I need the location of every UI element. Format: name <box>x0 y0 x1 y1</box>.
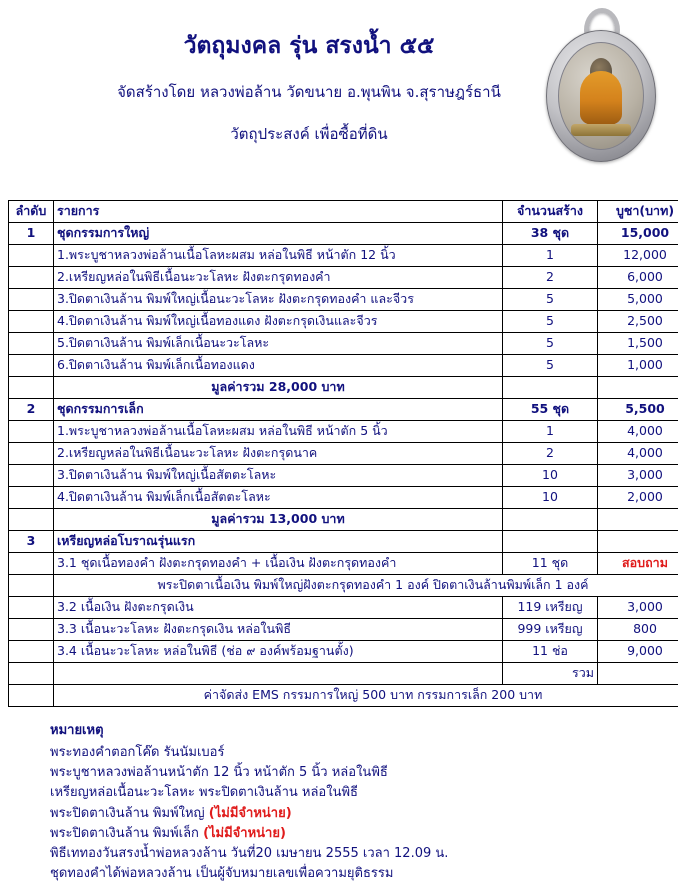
row-qty: 11 ช่อ <box>503 641 598 663</box>
row-price: 2,000 <box>598 487 678 509</box>
row-no <box>9 663 54 685</box>
row-price: 2,500 <box>598 311 678 333</box>
row-no <box>9 311 54 333</box>
row-desc: 1.พระบูชาหลวงพ่อล้านเนื้อโลหะผสม หล่อในพิธี หน้าตัก 12 นิ้ว <box>54 245 503 267</box>
table-row <box>9 531 678 553</box>
notes-section <box>0 707 678 884</box>
row-price: 5,000 <box>598 289 678 311</box>
row-qty: 5 <box>503 311 598 333</box>
row-price: 3,000 <box>598 597 678 619</box>
row-qty: 11 ชุด <box>503 553 598 575</box>
row-desc: 3.4 เนื้อนะวะโลหะ หล่อในพิธี (ช่อ ๙ องค์พร้อมฐานตั้ง) <box>54 641 503 663</box>
column-header-desc: รายการ <box>54 201 503 223</box>
row-desc: ชุดกรรมการเล็ก <box>54 399 503 421</box>
row-price: 3,000 <box>598 465 678 487</box>
row-qty <box>503 509 598 531</box>
row-price: 1,000 <box>598 355 678 377</box>
row-price: 5,500 <box>598 399 678 421</box>
table-row <box>9 333 678 355</box>
table-row <box>9 289 678 311</box>
row-price: 800 <box>598 619 678 641</box>
table-row <box>9 311 678 333</box>
row-no <box>9 289 54 311</box>
document-header <box>0 0 678 194</box>
table-row <box>9 685 678 707</box>
row-price: 15,000 <box>598 223 678 245</box>
row-desc: เหรียญหล่อโบราณรุ่นแรก <box>54 531 503 553</box>
row-desc: 4.ปิดตาเงินล้าน พิมพ์ใหญ่เนื้อทองแดง ฝังตะกรุดเงินและจีวร <box>54 311 503 333</box>
row-qty: 2 <box>503 443 598 465</box>
note-text: พระปิดตาเงินล้าน พิมพ์ใหญ่ <box>50 806 209 821</box>
column-header-no: ลำดับ <box>9 201 54 223</box>
row-desc: 3.1 ชุดเนื้อทองคำ ฝังตะกรุดทองคำ + เนื้อเงิน ฝังตะกรุดทองคำ <box>54 553 503 575</box>
note-line <box>50 824 678 844</box>
row-qty: 10 <box>503 487 598 509</box>
monk-robe <box>580 71 622 125</box>
note-line <box>50 844 678 864</box>
note-text: พระปิดตาเงินล้าน พิมพ์เล็ก <box>50 826 203 841</box>
table-row <box>9 421 678 443</box>
row-no <box>9 333 54 355</box>
row-price: 6,000 <box>598 267 678 289</box>
row-shipping-note: ค่าจัดส่ง EMS กรรมการใหญ่ 500 บาท กรรมการเล็ก 200 บาท <box>54 685 678 707</box>
row-price <box>598 531 678 553</box>
row-price <box>598 663 678 685</box>
amulet-medal-icon <box>540 8 660 173</box>
row-no <box>9 377 54 399</box>
row-qty: 119 เหรียญ <box>503 597 598 619</box>
notes-list <box>50 743 678 884</box>
row-desc: 3.3 เนื้อนะวะโลหะ ฝังตะกรุดเงิน หล่อในพิธี <box>54 619 503 641</box>
note-line <box>50 783 678 803</box>
column-header-price: บูชา(บาท) <box>598 201 678 223</box>
monk-base <box>571 124 631 136</box>
row-qty: 10 <box>503 465 598 487</box>
row-price: 9,000 <box>598 641 678 663</box>
row-qty: 999 เหรียญ <box>503 619 598 641</box>
row-qty: 5 <box>503 355 598 377</box>
row-desc: ชุดกรรมการใหญ่ <box>54 223 503 245</box>
row-desc: 1.พระบูชาหลวงพ่อล้านเนื้อโลหะผสม หล่อในพิธี หน้าตัก 5 นิ้ว <box>54 421 503 443</box>
row-price: สอบถาม <box>598 553 678 575</box>
table-row <box>9 663 678 685</box>
table-row <box>9 487 678 509</box>
row-no <box>9 619 54 641</box>
row-subnote: พระปิดตาเนื้อเงิน พิมพ์ใหญ่ฝังตะกรุดทองคำ 1 องค์ ปิดตาเงินล้านพิมพ์เล็ก 1 องค์ <box>54 575 678 597</box>
table-row <box>9 399 678 421</box>
page-title: วัตถุมงคล รุ่น สรงน้ำ ๕๕ <box>0 28 678 64</box>
page-purpose: วัตถุประสงค์ เพื่อซื้อที่ดิน <box>0 122 678 146</box>
table-row <box>9 377 678 399</box>
row-no <box>9 553 54 575</box>
row-no <box>9 245 54 267</box>
row-desc: 3.ปิดตาเงินล้าน พิมพ์ใหญ่เนื้อสัตตะโลหะ <box>54 465 503 487</box>
row-desc: 2.เหรียญหล่อในพิธีเนื้อนะวะโลหะ ฝังตะกรุดทองคำ <box>54 267 503 289</box>
row-qty <box>503 377 598 399</box>
row-no: 1 <box>9 223 54 245</box>
row-desc: 6.ปิดตาเงินล้าน พิมพ์เล็กเนื้อทองแดง <box>54 355 503 377</box>
table-row <box>9 553 678 575</box>
table-row <box>9 443 678 465</box>
table-row <box>9 575 678 597</box>
table-row <box>9 509 678 531</box>
row-summary-label: มูลค่ารวม 13,000 บาท <box>54 509 503 531</box>
table-row <box>9 465 678 487</box>
items-table-wrapper <box>0 200 678 707</box>
note-text: เหรียญหล่อเนื้อนะวะโลหะ พระปิดตาเงินล้าน หล่อในพิธี <box>50 785 358 800</box>
note-text: พระบูชาหลวงพ่อล้านหน้าตัก 12 นิ้ว หน้าตัก 5 นิ้ว หล่อในพิธี <box>50 765 388 780</box>
row-no <box>9 487 54 509</box>
row-qty: 5 <box>503 333 598 355</box>
row-qty: 1 <box>503 245 598 267</box>
row-price <box>598 509 678 531</box>
table-row <box>9 641 678 663</box>
row-price: 12,000 <box>598 245 678 267</box>
row-total-label: รวม <box>503 663 598 685</box>
table-row <box>9 267 678 289</box>
items-table <box>8 200 678 707</box>
note-line <box>50 804 678 824</box>
row-qty: 38 ชุด <box>503 223 598 245</box>
table-row <box>9 245 678 267</box>
row-desc: 5.ปิดตาเงินล้าน พิมพ์เล็กเนื้อนะวะโลหะ <box>54 333 503 355</box>
row-no <box>9 575 54 597</box>
row-qty: 5 <box>503 289 598 311</box>
note-line <box>50 743 678 763</box>
row-no: 3 <box>9 531 54 553</box>
note-line <box>50 864 678 884</box>
row-no <box>9 465 54 487</box>
row-no: 2 <box>9 399 54 421</box>
table-header-row <box>9 201 678 223</box>
table-row <box>9 355 678 377</box>
row-desc: 3.2 เนื้อเงิน ฝังตะกรุดเงิน <box>54 597 503 619</box>
table-row <box>9 223 678 245</box>
row-summary-label: มูลค่ารวม 28,000 บาท <box>54 377 503 399</box>
row-desc: 3.ปิดตาเงินล้าน พิมพ์ใหญ่เนื้อนะวะโลหะ ฝังตะกรุดทองคำ และจีวร <box>54 289 503 311</box>
table-body <box>9 223 678 707</box>
row-qty <box>503 531 598 553</box>
row-no <box>9 443 54 465</box>
row-price: 4,000 <box>598 421 678 443</box>
note-text-highlight: (ไม่มีจำหน่าย) <box>203 826 286 841</box>
row-no <box>9 641 54 663</box>
row-qty: 1 <box>503 421 598 443</box>
row-no <box>9 509 54 531</box>
row-desc <box>54 663 503 685</box>
table-row <box>9 597 678 619</box>
notes-title: หมายเหตุ <box>50 721 678 741</box>
note-text: พระทองคำตอกโค๊ด รันนัมเบอร์ <box>50 745 224 760</box>
row-desc: 4.ปิดตาเงินล้าน พิมพ์เล็กเนื้อสัตตะโลหะ <box>54 487 503 509</box>
column-header-qty: จำนวนสร้าง <box>503 201 598 223</box>
row-no <box>9 421 54 443</box>
note-text-highlight: (ไม่มีจำหน่าย) <box>209 806 292 821</box>
row-no <box>9 597 54 619</box>
table-row <box>9 619 678 641</box>
row-price: 1,500 <box>598 333 678 355</box>
row-no <box>9 685 54 707</box>
row-price <box>598 377 678 399</box>
note-text: ชุดทองคำได้พ่อหลวงล้าน เป็นผู้จับหมายเลขเพื่อความยุติธรรม <box>50 866 393 881</box>
note-line <box>50 763 678 783</box>
row-no <box>9 267 54 289</box>
note-text: พิธีเททองวันสรงน้ำพ่อหลวงล้าน วันที่20 เมษายน 2555 เวลา 12.09 น. <box>50 846 448 861</box>
row-qty: 2 <box>503 267 598 289</box>
row-no <box>9 355 54 377</box>
row-desc: 2.เหรียญหล่อในพิธีเนื้อนะวะโลหะ ฝังตะกรุดนาค <box>54 443 503 465</box>
medal-body <box>546 30 656 162</box>
page-subtitle: จัดสร้างโดย หลวงพ่อล้าน วัดขนาย อ.พุนพิน จ.สุราษฎร์ธานี <box>0 80 678 104</box>
medal-inner <box>558 42 644 150</box>
row-price: 4,000 <box>598 443 678 465</box>
row-qty: 55 ชุด <box>503 399 598 421</box>
